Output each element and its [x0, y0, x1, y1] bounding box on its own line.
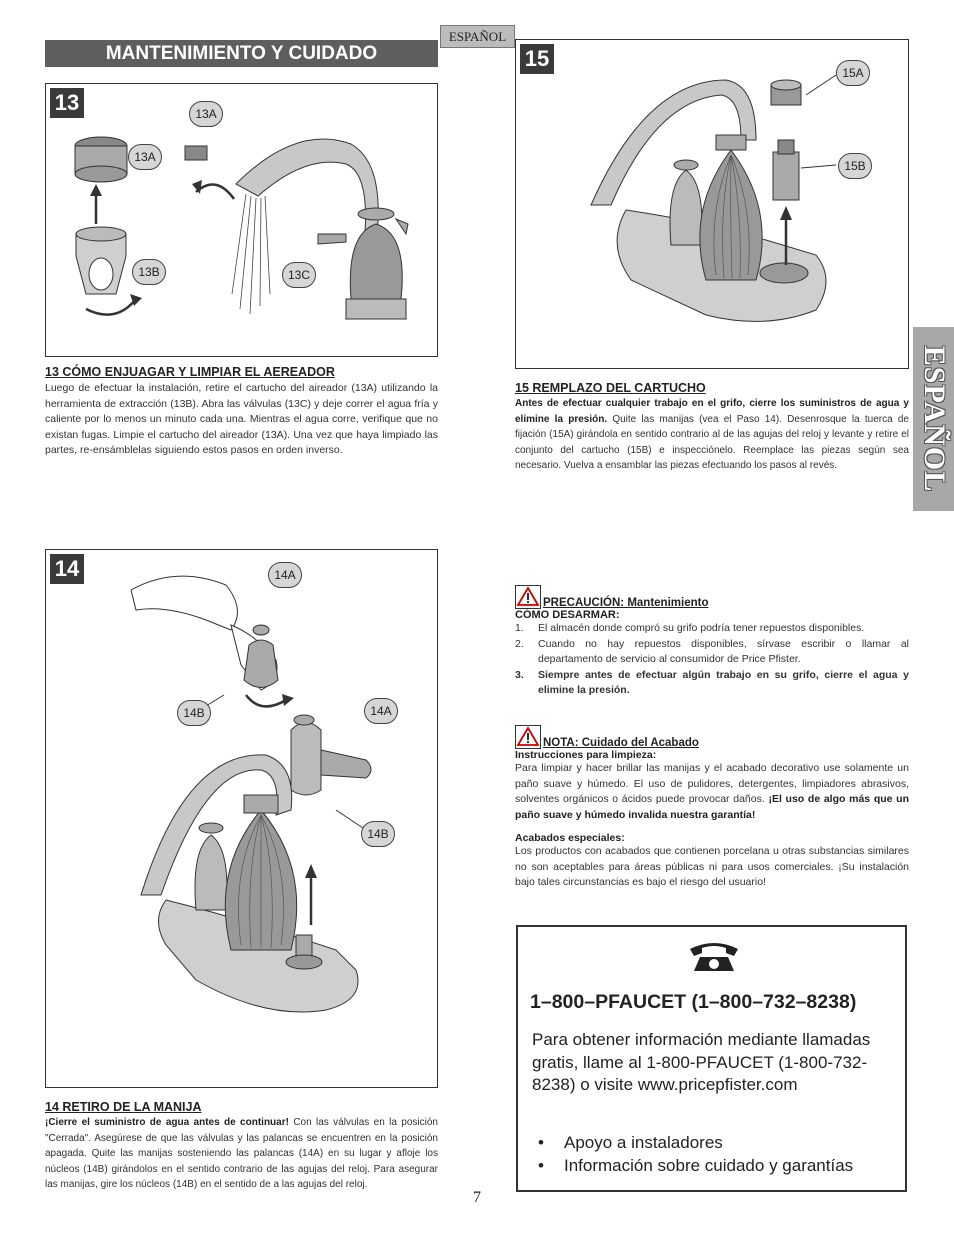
figure-14 — [45, 549, 438, 1088]
figure-15 — [515, 39, 909, 369]
step-15-number: 15 — [520, 44, 554, 74]
caution-subtitle: CÓMO DESARMAR: — [515, 609, 620, 621]
list-item: • Apoyo a instaladores — [538, 1133, 723, 1152]
callout-14b-right: 14B — [361, 821, 395, 847]
list-item: • Información sobre cuidado y garantías — [538, 1156, 854, 1175]
telephone-icon — [688, 939, 740, 973]
step-14-heading: 14 RETIRO DE LA MANIJA — [45, 1100, 202, 1114]
callout-14a-right: 14A — [364, 698, 398, 724]
step-15-heading: 15 REMPLAZO DEL CARTUCHO — [515, 381, 706, 395]
step-13-body: Luego de efectuar la instalación, retire el cartucho del aireador (13A) utilizando la herramienta de extracción (13B). Abra las válvulas (13C) y deje correr el agua fría y caliente por lo menos un minuto cada una. Mientras el agua corre, verifique que no existan fugas. Limpie el cartucho del aireador (13A). Una vez que haya limpiado las partes, re-ensámblelas siguiendo estos pasos en orden inverso. — [45, 382, 438, 456]
aerator-illustration — [46, 84, 437, 356]
caution-list — [515, 621, 909, 699]
cleaning-title: Instrucciones para limpieza: — [515, 749, 657, 761]
caution-title: PRECAUCIÓN: Mantenimiento — [543, 597, 709, 609]
contact-info: Para obtener información mediante llamadas gratis, llame al 1-800-PFAUCET (1-800-732-8238) o visite www.pricepfister.com — [532, 1030, 871, 1094]
step-14-body: ¡Cierre el suministro de agua antes de continuar! Con las válvulas en la posición "Cerrada". Asegúrese de que las válvulas y las palancas se encuentren en la posición apagada. Quite las manijas sosteniendo las palancas (14A) en su lugar y afloje los núcleos (14B) girándolos en el sentido contrario de las agujas del reloj. Para asegurar las manijas, gire los núcleos (14B) en el sentido de a las agujas del reloj. — [45, 1117, 438, 1190]
contact-bullets — [538, 1131, 853, 1177]
step-13-number: 13 — [50, 88, 84, 118]
side-tab-label: ESPAÑOL — [917, 345, 951, 493]
warning-icon — [515, 585, 541, 609]
finish-note-title: NOTA: Cuidado del Acabado — [543, 737, 699, 749]
callout-15b: 15B — [838, 153, 872, 179]
callout-14a-top: 14A — [268, 562, 302, 588]
list-item: 2. Cuando no hay repuestos disponibles, sírvase escribir o llamar al departamento de servicio al consumidor de Price Pfister. — [515, 637, 909, 665]
cartridge-illustration — [516, 40, 908, 368]
callout-13a-top: 13A — [189, 101, 223, 127]
callout-14b-left: 14B — [177, 700, 211, 726]
section-title: MANTENIMIENTO Y CUIDADO — [45, 40, 438, 67]
step-14-number: 14 — [50, 554, 84, 584]
handle-removal-illustration — [46, 550, 437, 1087]
callout-13b: 13B — [132, 259, 166, 285]
list-item: 3. Siempre antes de efectuar algún trabajo en su grifo, cierre el agua y elimine la presión. — [515, 668, 909, 696]
warning-icon — [515, 725, 541, 749]
special-title: Acabados especiales: — [515, 832, 625, 844]
special-text: Los productos con acabados que contienen porcelana u otras substancias similares no son aceptables para áreas públicas ni para usos comerciales. ¡Su instalación bajo tales circunstancias es bajo el riesgo del usuario! — [515, 845, 909, 888]
callout-13c: 13C — [282, 262, 316, 288]
cleaning-text: Para limpiar y hacer brillar las manijas y el acabado decorativo use solamente un paño suave y húmedo. El uso de pulidores, detergentes, limpiadores abrasivos, solventes orgánicos o ácidos puede provocar daños. ¡El uso de algo más que un paño suave y húmedo invalida nuestra garantía! — [515, 762, 909, 821]
step-15-bold-lead: Antes de efectuar cualquier trabajo en el grifo, cierre los suministros de agua y elimine la presión. — [515, 398, 909, 425]
language-side-tab — [913, 327, 954, 511]
contact-box — [516, 925, 907, 1192]
step-14-bold-lead: ¡Cierre el suministro de agua antes de continuar! — [45, 1117, 289, 1128]
callout-13a: 13A — [128, 144, 162, 170]
phone-number: 1–800–PFAUCET (1–800–732–8238) — [530, 991, 857, 1013]
callout-15a: 15A — [836, 60, 870, 86]
language-tag: ESPAÑOL — [440, 25, 515, 48]
page-number: 7 — [473, 1189, 481, 1206]
list-item: 1. El almacén donde compró su grifo podría tener repuestos disponibles. — [515, 622, 865, 634]
step-13-heading: 13 CÓMO ENJUAGAR Y LIMPIAR EL AEREADOR — [45, 365, 335, 379]
figure-13 — [45, 83, 438, 357]
step-15-body: Antes de efectuar cualquier trabajo en el grifo, cierre los suministros de agua y elimine la presión. Quite las manijas (vea el Paso 14). Desenrosque la tuerca de fijación (15A) girándola en sentido contrario al de las agujas del reloj y levante y retire el conjunto del cartucho (15B) e inspecciónelo. Reemplace las piezas según sea necesario. Vuelva a ensamblar las piezas efectuando los pasos al revés. — [515, 398, 909, 471]
